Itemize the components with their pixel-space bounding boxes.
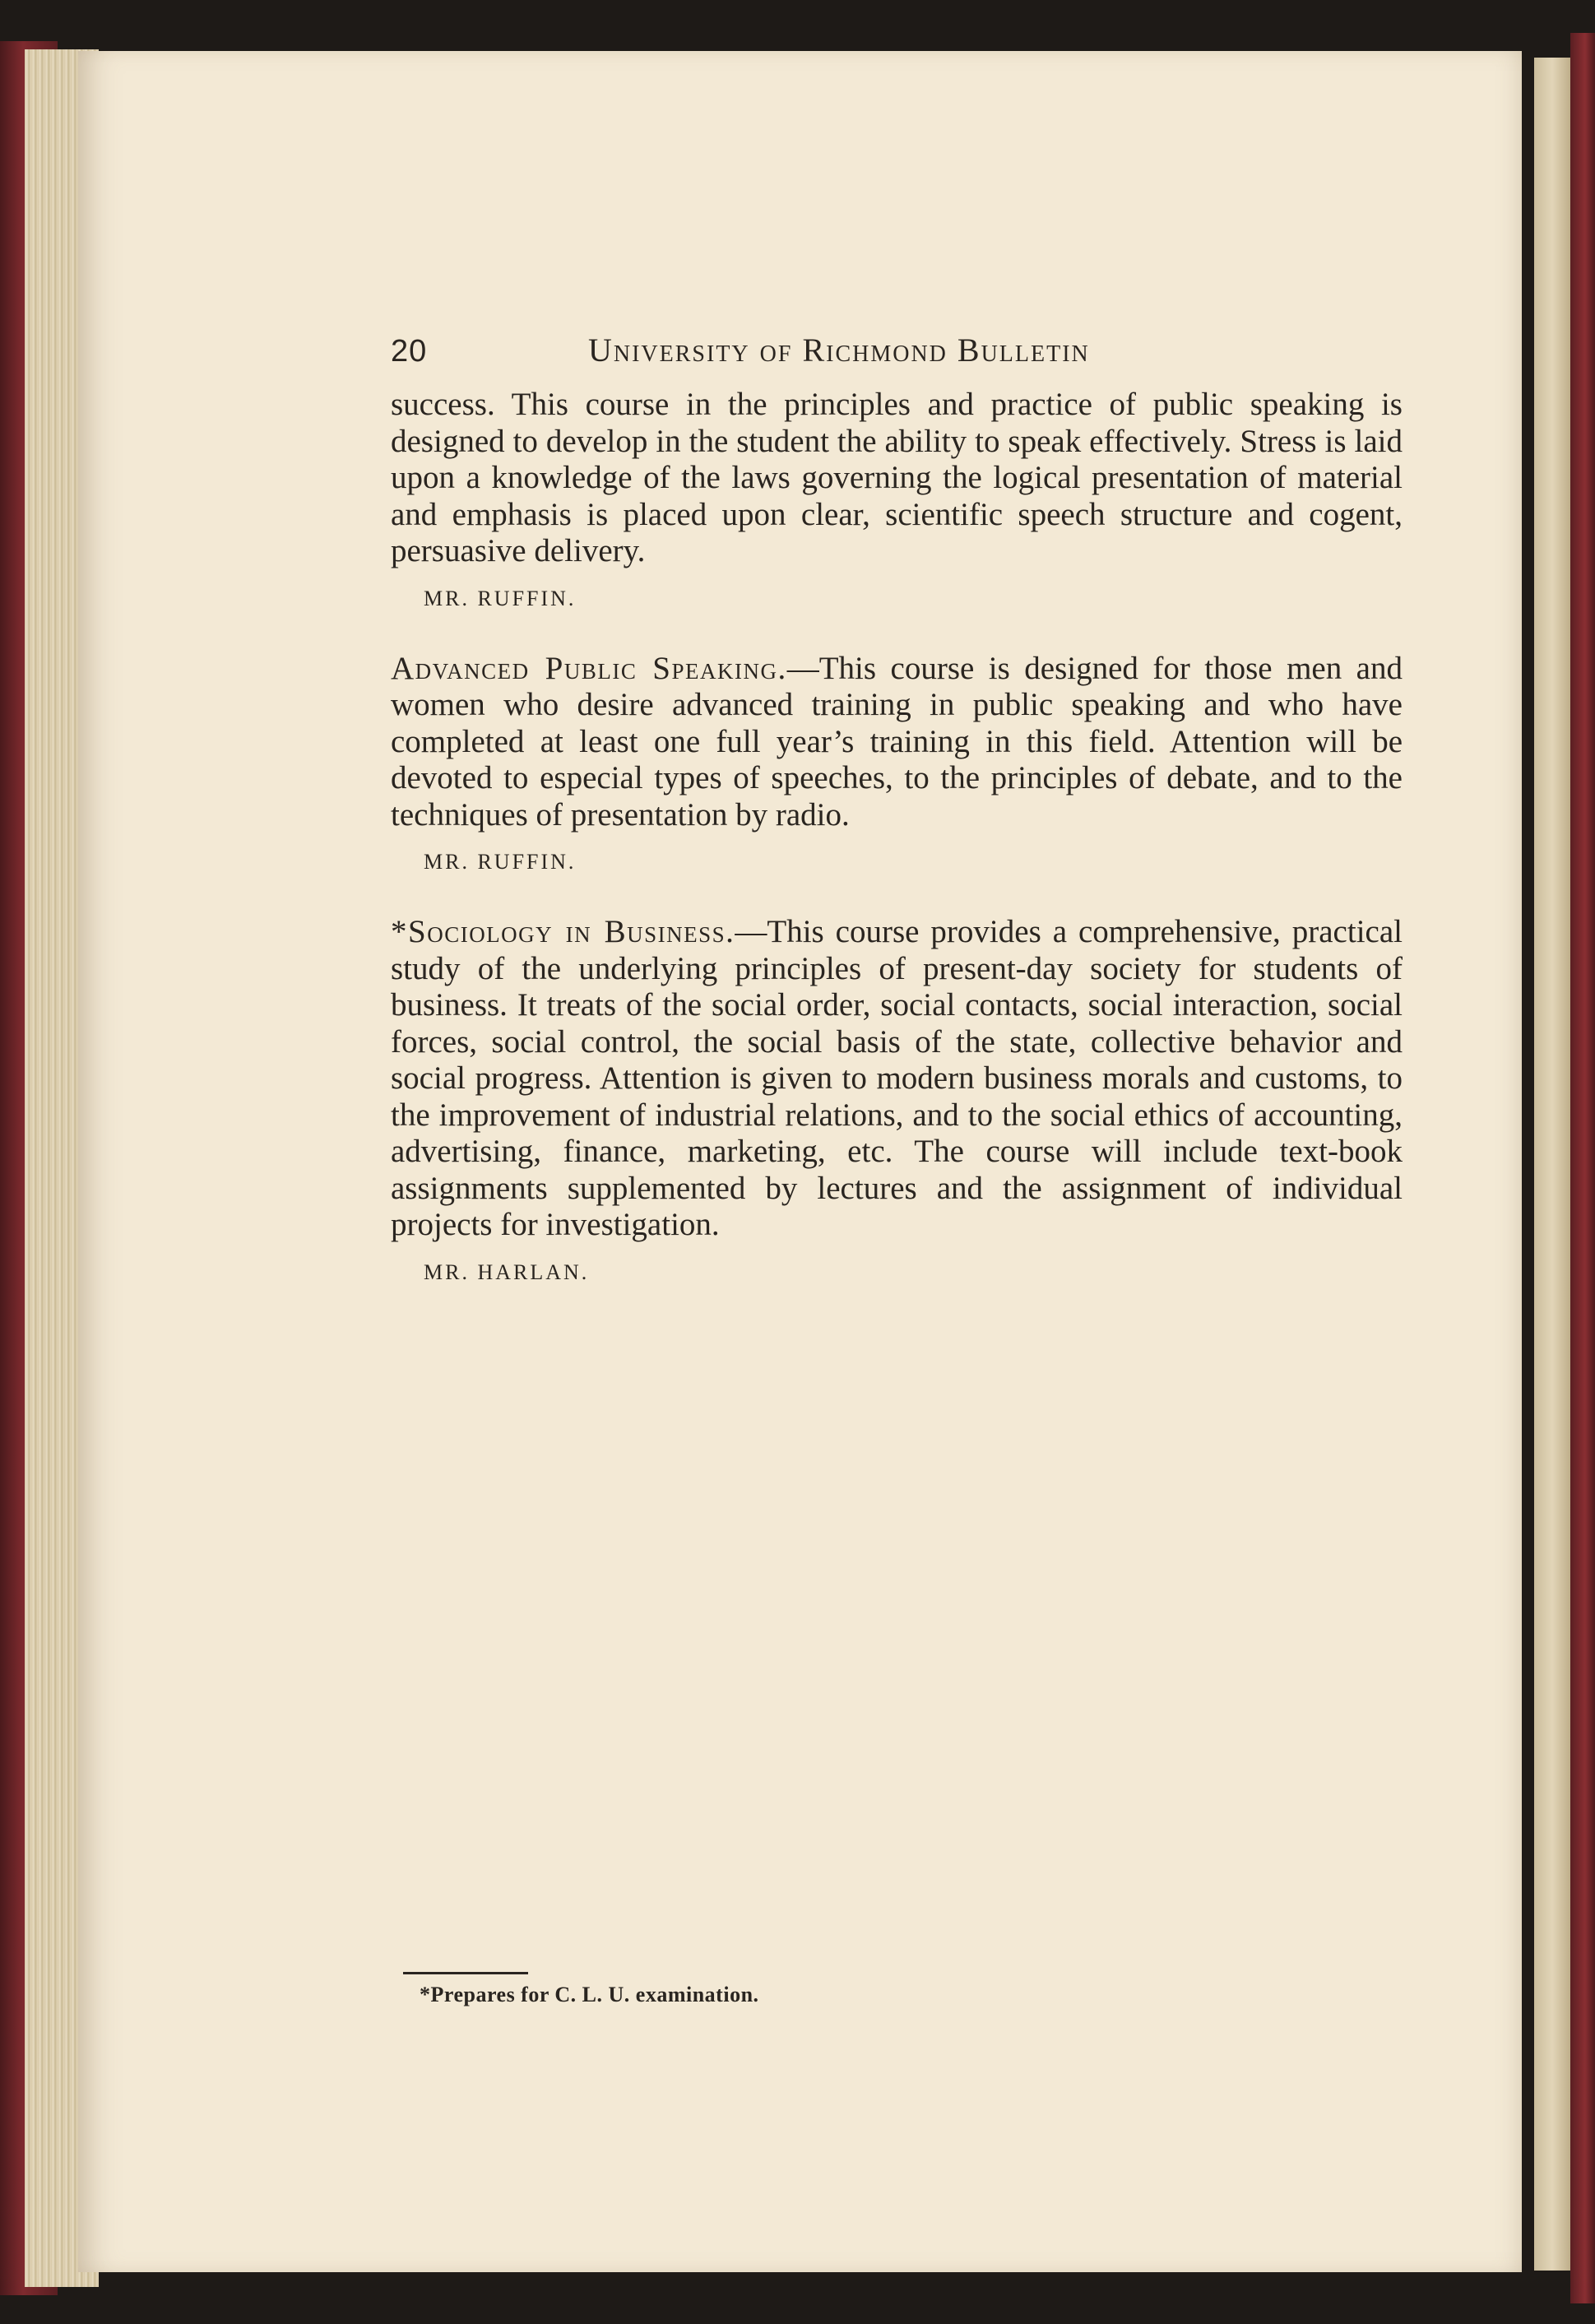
section-spacer (391, 883, 1403, 914)
running-title: University of Richmond Bulletin (588, 332, 1090, 369)
paragraph-advanced-public-speaking (391, 651, 1403, 834)
instructor-ruffin-2: MR. RUFFIN. (424, 850, 577, 874)
right-page-edge (1534, 58, 1570, 2271)
book-cover-right-edge (1570, 33, 1595, 2303)
instructor-ruffin-1: MR. RUFFIN. (424, 586, 577, 610)
course-description-advanced-public-speaking: —This course is designed for those men and women who desire advanced training in public speaking and who have completed at least one full year’s training in this field. Attention will be devoted to especial types of speeches, to the principles of debate, and to the techniques of presentation by radio. (391, 650, 1403, 833)
course-title-advanced-public-speaking: Advanced Public Speaking. (391, 650, 787, 686)
footnote-area (403, 1972, 1226, 2007)
instructor-harlan: MR. HARLAN. (424, 1259, 590, 1284)
page-text-block (391, 331, 1403, 1293)
footnote-text: *Prepares for C. L. U. examination. (420, 1983, 759, 2006)
page-header (391, 331, 1403, 380)
book-page (78, 51, 1522, 2272)
footnote-rule (403, 1972, 528, 1974)
course-description-sociology-in-business: —This course provides a comprehensive, practical study of the underlying principles of present-day society for students of business. It treats of the social order, social contacts, social interaction, social forces, social control, the social basis of the state, collective behavior and social progress. Attention is given to modern business morals and customs, to the improvement of industrial relations, and to the social ethics of accounting, advertising, finance, marketing, etc. The course will include text-book assignments supplemented by lectures and the assignment of individual projects for investigation. (391, 914, 1403, 1242)
paragraph-public-speaking-continued: success. This course in the principles and practice of public speaking is designed to develop in the student the ability to speak effectively. Stress is laid upon a knowledge of the laws governing the logical presentation of material and emphasis is placed upon clear, scientific speech structure and cogent, persuasive delivery. (391, 387, 1403, 568)
section-spacer (391, 619, 1403, 651)
page-number: 20 (391, 334, 428, 369)
course-title-sociology-in-business: *Sociology in Business. (391, 914, 735, 949)
paragraph-sociology-in-business (391, 914, 1403, 1244)
